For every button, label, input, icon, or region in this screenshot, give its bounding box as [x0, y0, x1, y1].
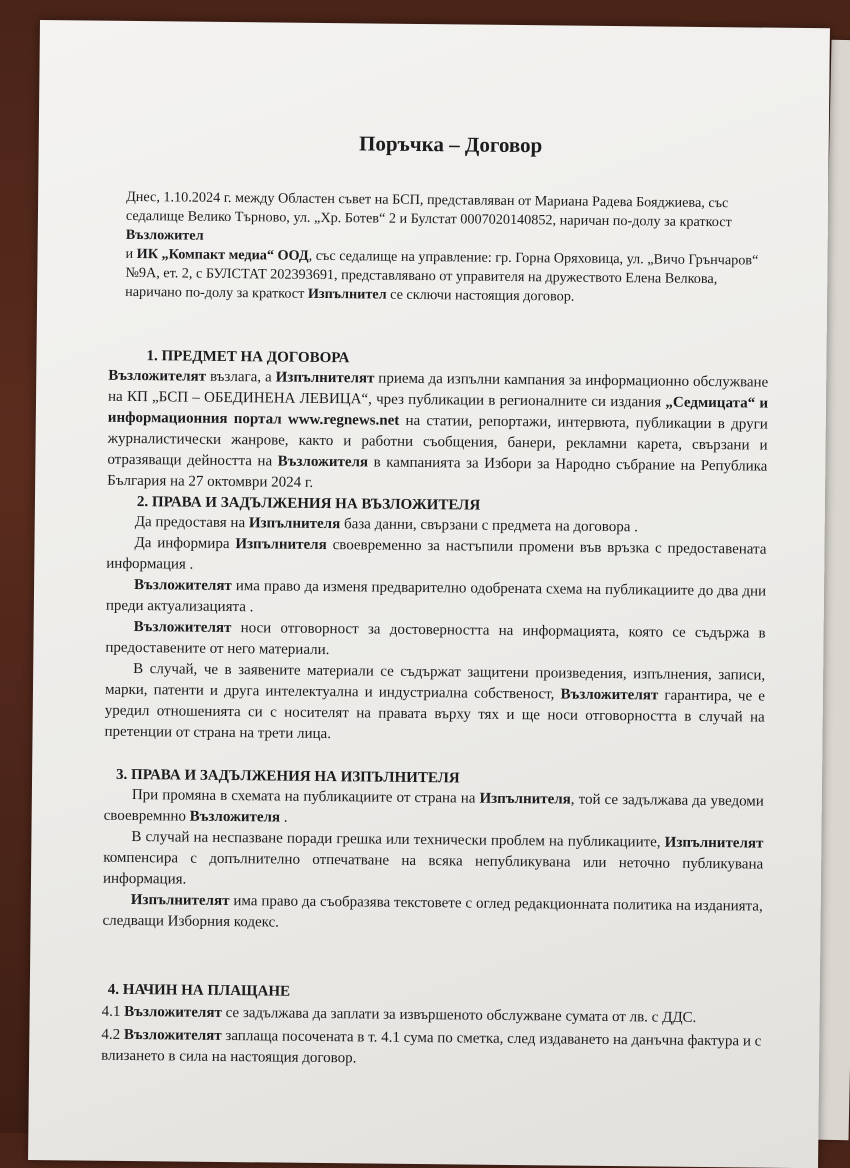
bold-term: Възложителя	[277, 453, 369, 471]
bold-term: Изпълнителя	[248, 515, 341, 533]
text-run: Да предоставя на	[134, 514, 249, 532]
section-heading: 3. ПРАВА И ЗАДЪЛЖЕНИЯ НА ИЗПЪЛНИТЕЛЯ	[116, 766, 460, 787]
section-paragraph	[101, 1025, 761, 1074]
bold-term: Изпълнителят	[664, 834, 764, 852]
text-run: в кампанията за Избори за Народно събрание на Република България на 27 октомври 2024 г.	[107, 454, 768, 491]
section-client-rights	[104, 492, 767, 750]
bold-term: Възложител	[125, 226, 204, 244]
intro	[125, 188, 770, 309]
bold-term: Възложителят	[134, 577, 232, 595]
bold-term: ИК „Компакт медиа“ ООД	[136, 246, 309, 264]
text-run: компенсира с допълнително отпечатване на всяка непубликувана или неточно публикувана информация.	[102, 849, 764, 888]
text-run: приема да изпълни кампания за информационно обслужване на КП „БСП – ОБЕДИНЕНА ЛЕВИЦА“, чрез публикации в регионалните си издания	[107, 370, 769, 411]
text-run: и	[125, 245, 137, 263]
intro-paragraph	[125, 245, 760, 309]
text-run: има право да съобразява текстовете с оглед редакционната политика на изданията, следващи Изборния кодекс.	[102, 893, 763, 931]
section-payment	[101, 980, 762, 1074]
section-paragraph	[104, 785, 764, 834]
document-title: Поръчка – Договор	[358, 131, 543, 158]
section-paragraph	[102, 890, 762, 939]
intro-paragraph	[126, 188, 761, 252]
bold-term: Възложителят	[123, 1026, 222, 1044]
text-run: носи отговорност за достоверността на информацията, която се съдържа в предоставените от него материали.	[105, 620, 766, 659]
text-run: гарантира, че е уредил отношенията си с носителят на правата върху тях и ще носи отговорността в случай на претенции от страна на трети лица.	[104, 687, 766, 743]
section-heading: 4. НАЧИН НА ПЛАЩАНЕ	[107, 981, 291, 1000]
text-run: , той се задължава да уведоми своевремнно	[103, 791, 764, 825]
bold-term: Изпълнителят	[130, 891, 230, 910]
text-run: Да информира	[134, 535, 236, 553]
bold-term: Възложителят	[124, 1003, 222, 1021]
text-run: В случай на неспазване поради грешка или технически проблем на публикациите,	[131, 829, 665, 851]
bold-term: Изпълнителят	[275, 369, 375, 387]
section-paragraph	[104, 659, 765, 750]
section-subject	[107, 346, 768, 499]
text-run: на статии, репортажи, интервюта, публикации в други журналистически жанрове, както и работни съобщения, банери, рекламни карета, свързани и отразяващи дейността на	[107, 412, 768, 470]
bold-term: Изпълнителя	[235, 536, 327, 554]
section-paragraph	[106, 533, 766, 582]
text-run: се сключи настоящия договор.	[386, 286, 575, 305]
text-run: се задължава да заплати за извършеното обслужване сумата от лв. с ДДС.	[221, 1004, 697, 1026]
bold-term: Възложителят	[133, 619, 232, 637]
text-run: своевременно за настъпили промени във връзка с предоставената информация .	[106, 537, 767, 573]
text-run: заплаща посочената в т. 4.1 сума по сметка, след издаването на данъчна фактура и с влизането в сила на настоящия договор.	[101, 1027, 762, 1067]
text-run: възлага, а	[205, 368, 276, 386]
text-run: има право да изменя предварително одобрената схема на публикациите до два дни преди актуализацията .	[105, 578, 767, 616]
bold-term: Възложителят	[108, 367, 207, 385]
document-content	[101, 129, 771, 1076]
section-heading: 2. ПРАВА И ЗАДЪЛЖЕНИЯ НА ВЪЗЛОЖИТЕЛЯ	[136, 494, 481, 514]
bold-term: Възложителя	[189, 808, 281, 826]
text-run: В случай, че в заявените материали се съдържат защитени произведения, изпълнения, записи, марки, патенти и друга интелектуална и индустриална собственост,	[104, 661, 766, 703]
bold-term: Възложителят	[560, 686, 659, 704]
text-run: При промяна в схемата на публикациите от страна на	[131, 787, 480, 807]
bold-term: Изпълнителя	[479, 790, 571, 808]
section-paragraph	[106, 575, 766, 624]
text-run: Днес, 1.10.2024 г. между Областен съвет на БСП, представляван от Мариана Радева Бояджиева, със седалище Велико Търново, ул. „Хр. Ботев“ 2 и Булстат 0007020140852, наричан по-долу за краткост	[125, 188, 732, 231]
text-run: 4.1	[101, 1003, 125, 1020]
text-run: .	[279, 809, 288, 826]
section-heading: 1. ПРЕДМЕТ НА ДОГОВОРА	[146, 348, 350, 367]
text-run: , със седалище на управление: гр. Горна Оряховица, ул. „Вичо Грънчаров“ №9А, ет. 2, с БУЛСТАТ 202393691, представлявано от управителя на дружеството Елена Велкова, наричано по-долу за краткост	[125, 247, 759, 302]
document-page	[28, 20, 830, 1168]
section-contractor-rights	[102, 765, 764, 939]
bold-term: Изпълнител	[307, 285, 387, 303]
bold-term: „Седмицата“ и информационния портал www.regnews.net	[107, 394, 769, 429]
section-paragraph	[103, 827, 764, 897]
text-run: 4.2	[101, 1026, 125, 1043]
section-paragraph	[107, 366, 768, 499]
text-run: база данни, свързани с предмета на договора .	[340, 516, 639, 536]
section-paragraph	[105, 617, 765, 666]
